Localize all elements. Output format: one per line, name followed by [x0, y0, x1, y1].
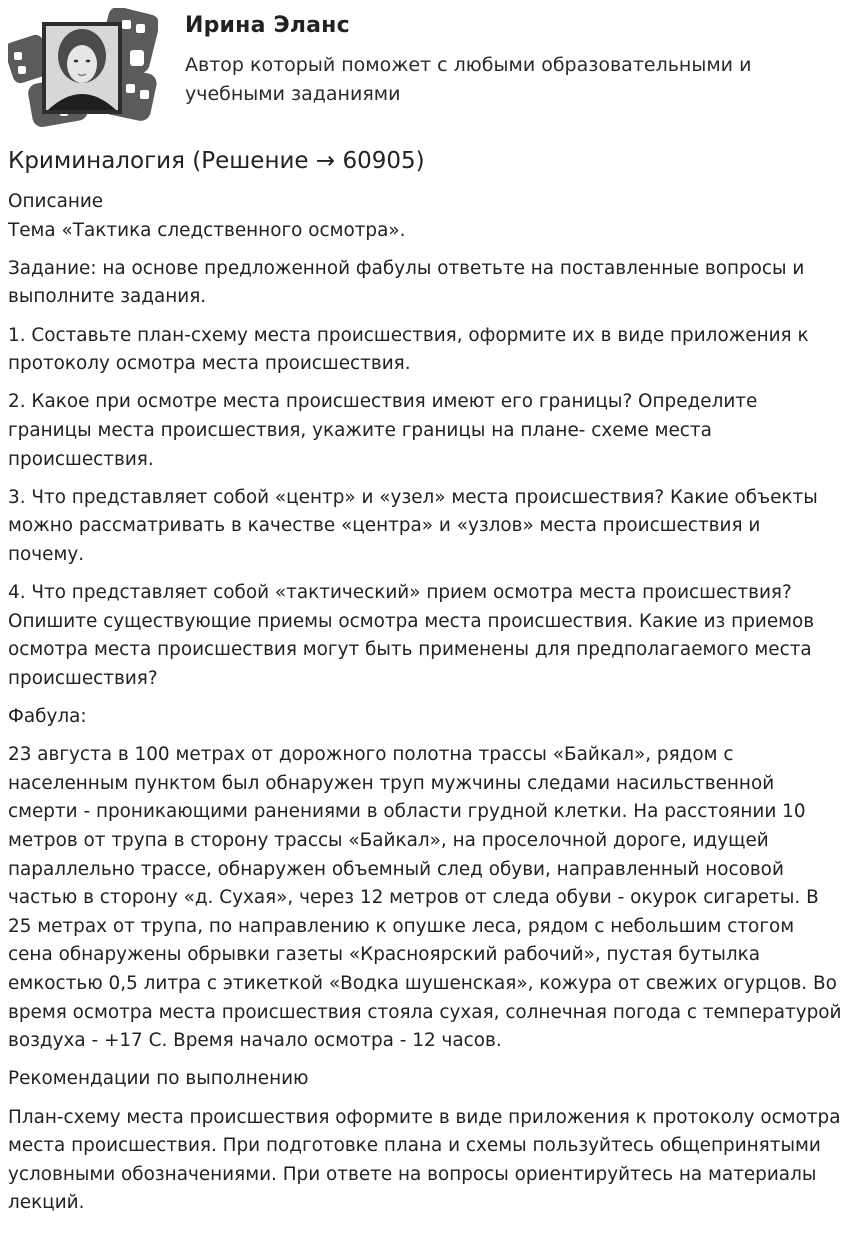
- task-intro: Задание: на основе предложенной фабулы ответьте на поставленные вопросы и выполните задания.: [8, 257, 805, 308]
- question-3: 3. Что представляет собой «центр» и «узел» места происшествия? Какие объекты можно рассматривать в качестве «центра» и «узлов» места происшествия и почему.: [8, 486, 818, 565]
- recommendations-heading: Рекомендации по выполнению: [8, 1068, 309, 1090]
- recommendations-text: План-схему места происшествия оформите в виде приложения к протоколу осмотра места происшествия. При подготовке плана и схемы пользуйтесь общепринятыми условными обозначениями. При ответе на вопросы ориентируйтесь на материалы лекций.: [8, 1106, 841, 1214]
- plot-text: 23 августа в 100 метрах от дорожного полотна трассы «Байкал», рядом с населенным пунктом был обнаружен труп мужчины следами насильственной смерти - проникающими ранениями в области грудной клетки. На расстоянии 10 метров от трупа в сторону трассы «Байкал», на проселочной дороге, идущей параллельно трассе, обнаружен объемный след обуви, направленный носовой частью в сторону «д. Сухая», через 12 метров от следа обуви - окурок сигареты. В 25 метрах от трупа, по направлению к опушке леса, рядом с небольшим стогом сена обнаружены обрывки газеты «Красноярский рабочий», пустая бутылка емкостью 0,5 литра с этикеткой «Водка шушенская», кожура от свежих огурцов. Во время осмотра места происшествия стояла сухая, солнечная погода с температурой воздуха - +17 С. Время начало осмотра - 12 часов.: [8, 744, 842, 1052]
- document-title: Криминалогия (Решение → 60905): [8, 148, 425, 174]
- description-heading: Описание: [8, 191, 104, 212]
- document-body: [8, 188, 842, 1228]
- author-description: Автор который поможет с любыми образовательными и учебными заданиями: [185, 54, 752, 105]
- plot-heading: Фабула:: [8, 706, 87, 728]
- author-card: [8, 8, 838, 128]
- question-1: 1. Составьте план-схему места происшествия, оформите их в виде приложения к протоколу осмотра места происшествия.: [8, 324, 809, 375]
- author-name: Ирина Эланс: [185, 13, 350, 38]
- question-2: 2. Какое при осмотре места происшествия имеют его границы? Определите границы места происшествия, укажите границы на плане- схеме места происшествия.: [8, 391, 758, 470]
- author-avatar: [8, 8, 158, 128]
- topic-text: Тема «Тактика следственного осмотра».: [8, 219, 406, 241]
- question-4: 4. Что представляет собой «тактический» прием осмотра места происшествия? Опишите существующие приемы осмотра места происшествия. Какие из приемов осмотра места происшествия могут быть применены для предполагаемого места происшествия?: [8, 582, 815, 689]
